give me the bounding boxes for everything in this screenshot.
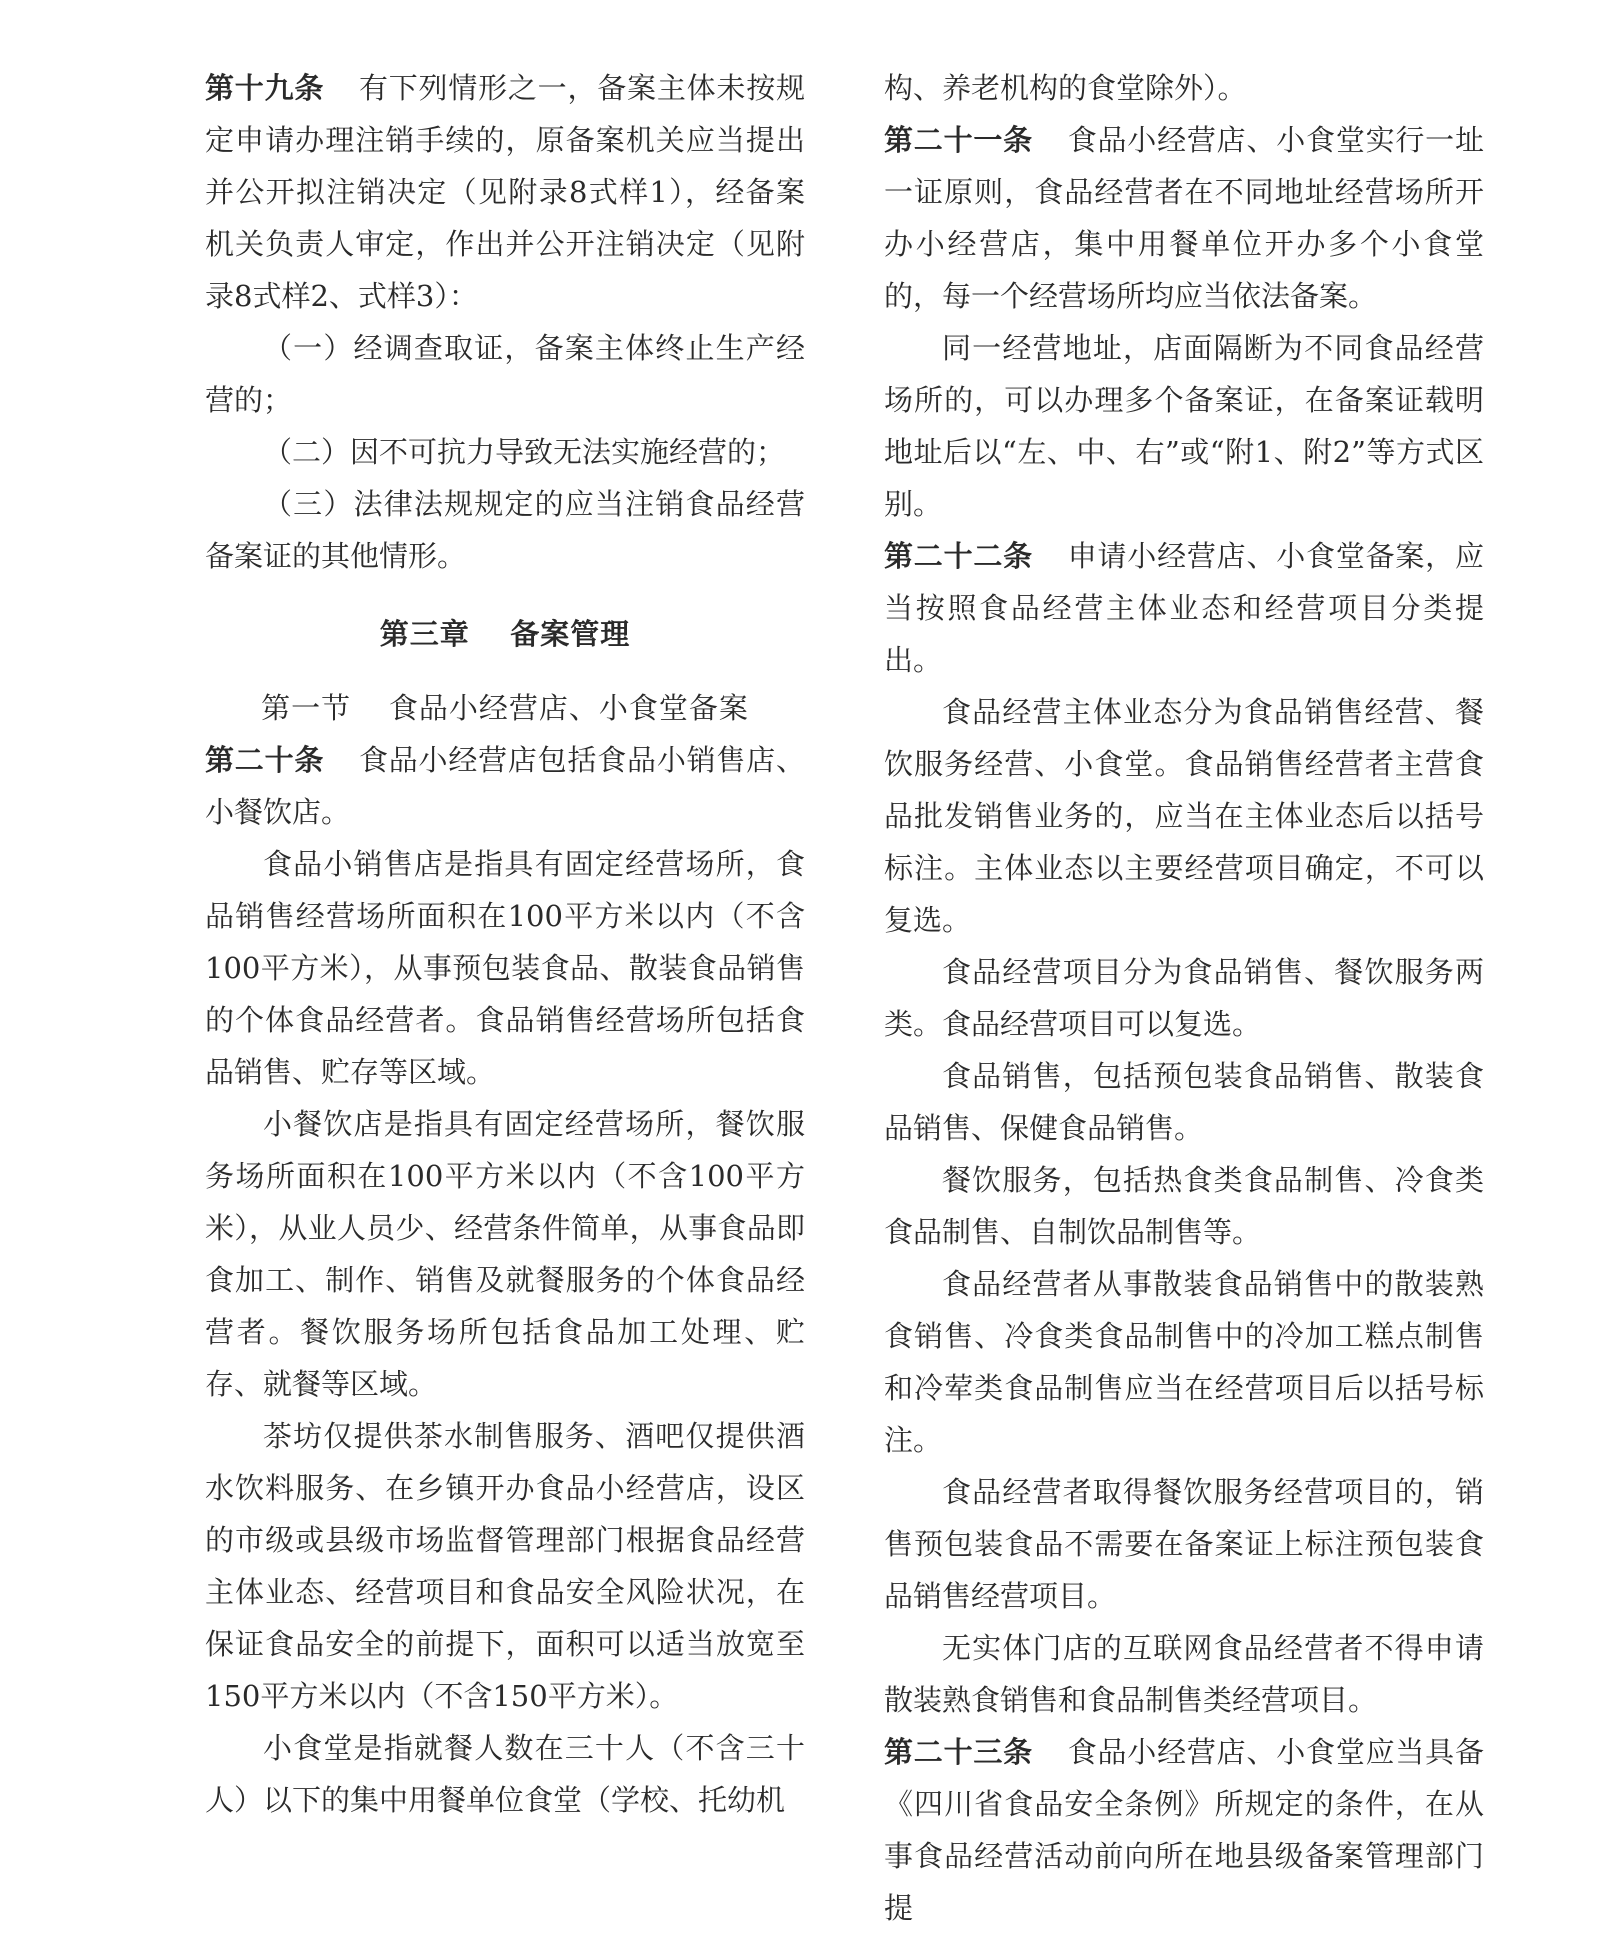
paragraph: 同一经营地址，店面隔断为不同食品经营场所的，可以办理多个备案证，在备案证载明地址后以“左、中、右”或“附1、附2”等方式区别。 [884, 331, 1484, 521]
paragraph: 食品经营者从事散装食品销售中的散装熟食销售、冷食类食品制售中的冷加工糕点制售和冷荤类食品制售应当在经营项目后以括号标注。 [884, 1267, 1484, 1457]
article-text: 食品小经营店、小食堂实行一址一证原则，食品经营者在不同地址经营场所开办小经营店，集中用餐单位开办多个小食堂的，每一个经营场所均应当依法备案。 [884, 123, 1484, 313]
chapter-heading [205, 608, 805, 660]
article-heading: 第二十一条 [884, 123, 1033, 157]
article-heading: 第十九条 [205, 71, 325, 105]
section-number: 第一节 [261, 691, 352, 725]
paragraph: 小餐饮店是指具有固定经营场所，餐饮服务场所面积在100平方米以内（不含100平方米），从业人员少、经营条件简单，从事食品即食加工、制作、销售及就餐服务的个体食品经营者。餐饮服务场所包括食品加工处理、贮存、就餐等区域。 [205, 1107, 805, 1401]
paragraph-continuation: 构、养老机构的食堂除外）。 [884, 71, 1247, 105]
paragraph: 无实体门店的互联网食品经营者不得申请散装熟食销售和食品制售类经营项目。 [884, 1631, 1484, 1717]
paragraph: 食品销售，包括预包装食品销售、散装食品销售、保健食品销售。 [884, 1059, 1484, 1145]
list-item: （三）法律法规规定的应当注销食品经营备案证的其他情形。 [205, 487, 805, 573]
left-column [205, 62, 805, 1826]
paragraph: 小食堂是指就餐人数在三十人（不含三十人）以下的集中用餐单位食堂（学校、托幼机 [205, 1731, 805, 1817]
section-heading [205, 682, 805, 734]
article-heading: 第二十二条 [884, 539, 1033, 573]
article-text: 有下列情形之一，备案主体未按规定申请办理注销手续的，原备案机关应当提出并公开拟注销决定（见附录8式样1），经备案机关负责人审定，作出并公开注销决定（见附录8式样2、式样3）： [205, 71, 805, 313]
section-title: 食品小经营店、小食堂备案 [388, 691, 749, 725]
article-19 [205, 62, 805, 322]
chapter-title: 备案管理 [510, 617, 631, 651]
list-item: （一）经调查取证，备案主体终止生产经营的； [205, 331, 805, 417]
right-column [884, 62, 1484, 1934]
article-22 [884, 530, 1484, 686]
article-21 [884, 114, 1484, 322]
article-20 [205, 734, 805, 838]
article-heading: 第二十三条 [884, 1735, 1033, 1769]
article-text: 食品小经营店包括食品小销售店、小餐饮店。 [205, 743, 805, 829]
list-item: （二）因不可抗力导致无法实施经营的； [263, 435, 786, 469]
paragraph: 食品经营主体业态分为食品销售经营、餐饮服务经营、小食堂。食品销售经营者主营食品批发销售业务的，应当在主体业态后以括号标注。主体业态以主要经营项目确定，不可以复选。 [884, 695, 1484, 937]
paragraph: 食品经营者取得餐饮服务经营项目的，销售预包装食品不需要在备案证上标注预包装食品销售经营项目。 [884, 1475, 1484, 1613]
paragraph: 食品经营项目分为食品销售、餐饮服务两类。食品经营项目可以复选。 [884, 955, 1484, 1041]
article-text: 申请小经营店、小食堂备案，应当按照食品经营主体业态和经营项目分类提出。 [884, 539, 1484, 677]
chapter-number: 第三章 [379, 617, 470, 651]
article-23 [884, 1726, 1484, 1934]
paragraph: 餐饮服务，包括热食类食品制售、冷食类食品制售、自制饮品制售等。 [884, 1163, 1484, 1249]
paragraph: 食品小销售店是指具有固定经营场所，食品销售经营场所面积在100平方米以内（不含100平方米），从事预包装食品、散装食品销售的个体食品经营者。食品销售经营场所包括食品销售、贮存等区域。 [205, 847, 805, 1089]
article-text: 食品小经营店、小食堂应当具备《四川省食品安全条例》所规定的条件，在从事食品经营活动前向所在地县级备案管理部门提 [884, 1735, 1484, 1925]
article-heading: 第二十条 [205, 743, 325, 777]
paragraph: 茶坊仅提供茶水制售服务、酒吧仅提供酒水饮料服务、在乡镇开办食品小经营店，设区的市级或县级市场监督管理部门根据食品经营主体业态、经营项目和食品安全风险状况，在保证食品安全的前提下，面积可以适当放宽至150平方米以内（不含150平方米）。 [205, 1419, 805, 1713]
